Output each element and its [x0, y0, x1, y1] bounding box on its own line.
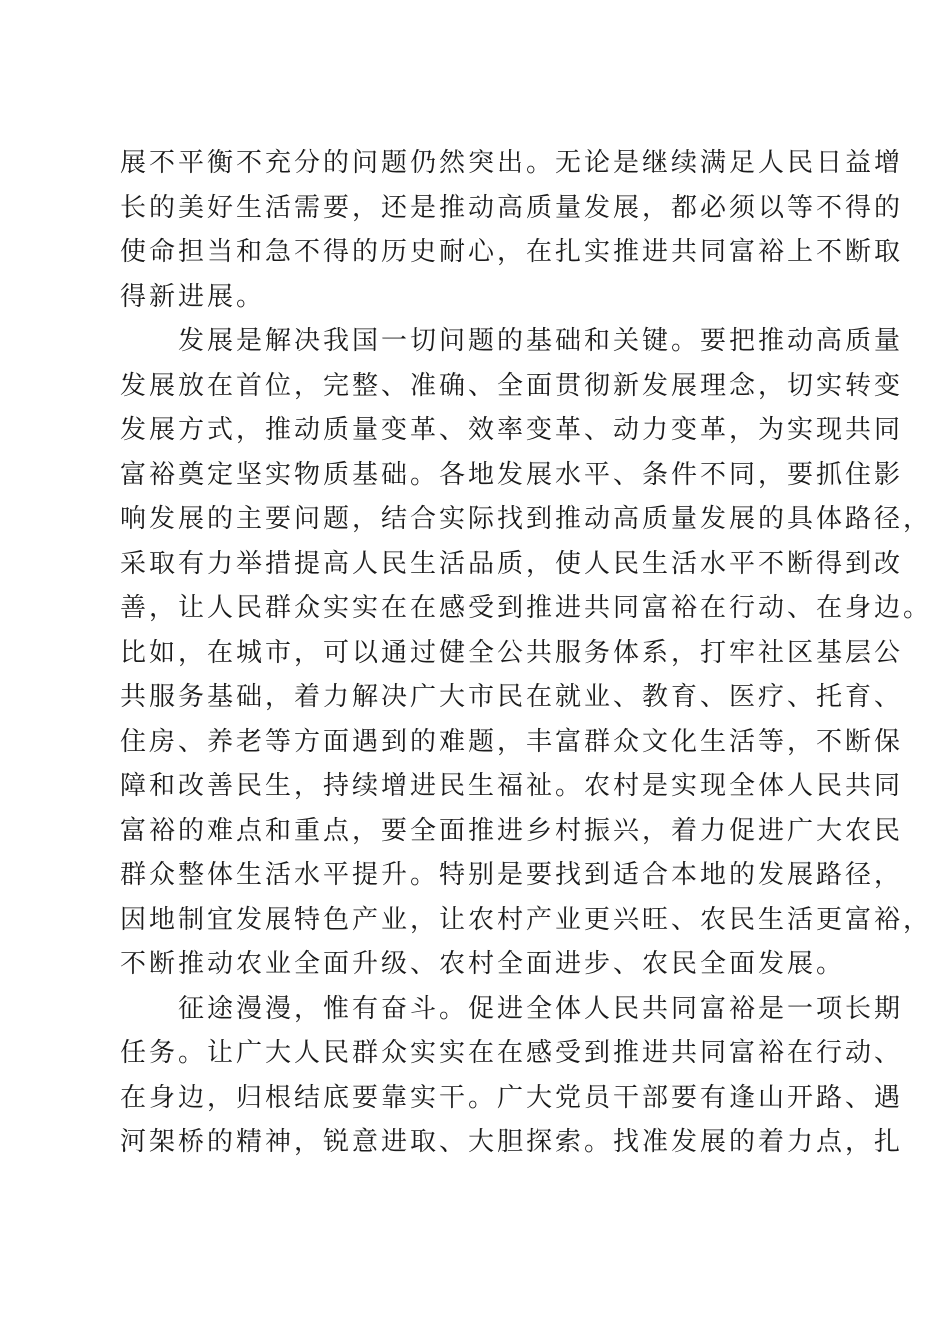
text-line: 富裕的难点和重点，要全面推进乡村振兴，着力促进广大农民: [120, 815, 904, 846]
text-line: 共服务基础，着力解决广大市民在就业、教育、医疗、托育、: [120, 682, 904, 712]
text-line: 障和改善民生，持续增进民生福祉。农村是实现全体人民共同: [120, 771, 904, 801]
paragraph-1: [120, 141, 904, 319]
paragraph-2: [120, 319, 933, 987]
text-line: 住房、养老等方面遇到的难题，丰富群众文化生活等，不断保: [120, 726, 904, 757]
text-line: 不断推动农业全面升级、农村全面进步、农民全面发展。: [120, 949, 846, 979]
text-line: 发展是解决我国一切问题的基础和关键。要把推动高质量: [178, 326, 904, 356]
text-line: 发展方式，推动质量变革、效率变革、动力变革，为实现共同: [120, 415, 904, 445]
text-line: 得新进展。: [120, 281, 266, 312]
text-line: 发展放在首位，完整、准确、全面贯彻新发展理念，切实转变: [120, 370, 904, 401]
text-line: 群众整体生活水平提升。特别是要找到适合本地的发展路径，: [120, 860, 904, 890]
text-line: 比如，在城市，可以通过健全公共服务体系，打牢社区基层公: [120, 637, 904, 668]
text-line: 征途漫漫，惟有奋斗。促进全体人民共同富裕是一项长期: [178, 993, 904, 1024]
text-line: 采取有力举措提高人民生活品质，使人民生活水平不断得到改: [120, 548, 904, 579]
text-line: 富裕奠定坚实物质基础。各地发展水平、条件不同，要抓住影: [120, 459, 904, 490]
document-body: [120, 141, 933, 1165]
text-line: 长的美好生活需要，还是推动高质量发展，都必须以等不得的: [120, 192, 904, 223]
text-line: 使命担当和急不得的历史耐心，在扎实推进共同富裕上不断取: [120, 237, 904, 267]
text-line: 在身边，归根结底要靠实干。广大党员干部要有逢山开路、遇: [120, 1082, 904, 1113]
text-line: 任务。让广大人民群众实实在在感受到推进共同富裕在行动、: [120, 1038, 904, 1068]
text-line: 善，让人民群众实实在在感受到推进共同富裕在行动、在身边。: [120, 593, 933, 623]
text-line: 展不平衡不充分的问题仍然突出。无论是继续满足人民日益增: [120, 148, 904, 178]
text-line: 响发展的主要问题，结合实际找到推动高质量发展的具体路径，: [120, 504, 933, 534]
paragraph-3: [120, 987, 904, 1165]
text-line: 河架桥的精神，锐意进取、大胆探索。找准发展的着力点，扎: [120, 1127, 904, 1157]
text-line: 因地制宜发展特色产业，让农村产业更兴旺、农民生活更富裕，: [120, 904, 933, 935]
